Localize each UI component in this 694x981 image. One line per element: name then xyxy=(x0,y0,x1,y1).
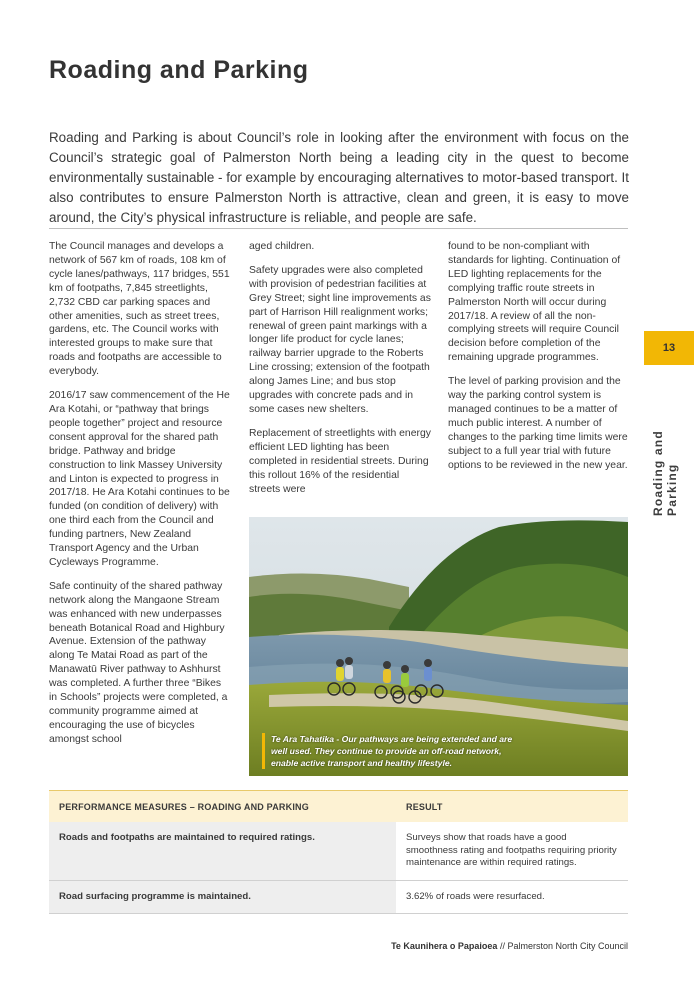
measure-column-header: PERFORMANCE MEASURES – ROADING AND PARKING xyxy=(49,791,396,823)
footer-org-english: Palmerston North City Council xyxy=(507,941,628,951)
body-paragraph: aged children. xyxy=(249,241,315,252)
intro-paragraph: Roading and Parking is about Council’s role in looking after the environment with focus on the Council’s strategic goal of Palmerston North being a leading city in the quest to become environmentally sustainable - for example by encouraging alternatives to motor-based transport. It also contributes to ensure Palmerston North is attractive, clean and green, it is easy to move around, the City’s physical infrastructure is reliable, and people are safe. xyxy=(49,130,629,225)
text-column-2 xyxy=(249,240,432,506)
result-cell: Surveys show that roads have a good smoothness rating and footpaths requiring priority maintenance are within required ratings. xyxy=(396,822,628,880)
table-row xyxy=(49,822,628,880)
text-column-1 xyxy=(49,240,232,757)
result-cell: 3.62% of roads were resurfaced. xyxy=(396,880,628,914)
measure-cell: Roads and footpaths are maintained to required ratings. xyxy=(49,822,396,880)
result-column-header: RESULT xyxy=(396,791,628,823)
page-number: 13 xyxy=(662,342,676,354)
page-footer xyxy=(391,941,628,951)
table-header-row xyxy=(49,791,628,823)
body-paragraph: Safety upgrades were also completed with provision of pedestrian facilities at Grey Street; sight line improvements as part of Harrison Hill realignment works; renewal of green paint markings with a longer life product for cycle lanes; railway barrier upgrade to the Roberts Line crossing; extension of the footpath along James Line; and bus stop upgrades with concrete pads and in some cases new shelters. xyxy=(249,264,431,415)
body-paragraph: Safe continuity of the shared pathway network along the Mangaone Stream was enhanced with new underpasses beneath Botanical Road and Highbury Avenue. Extension of the pathway along Te Matai Road as part of the Manawatū River pathway to Ashhurst was completed. A further three “Bikes in Schools” projects were completed, a community programme aimed at encouraging the use of bicycles amongst school xyxy=(49,580,228,745)
section-side-label: Roading and Parking xyxy=(651,430,679,516)
body-paragraph: found to be non-compliant with standards for lighting. Continuation of LED lighting replacements for the complying traffic route streets in Palmerston North will occur during 2017/18. A review of all the non-complying streets will require Council decision before completion of the remaining upgrade programmes. xyxy=(448,241,621,364)
page-number-tab xyxy=(644,331,694,365)
footer-org-maori: Te Kaunihera o Papaioea xyxy=(391,941,498,951)
body-paragraph: The Council manages and develops a network of 567 km of roads, 108 km of cycle lanes/pathways, 117 bridges, 551 km of footpaths, 7,845 streetlights, 2,732 CBD car parking spaces and other amenities, such as street trees, gardens, etc. The Council works with interested groups to make sure that roads and footpaths are accessible to everybody. xyxy=(49,241,230,378)
intro-divider xyxy=(49,228,628,229)
photo-caption: Te Ara Tahatika - Our pathways are being extended and are well used. They continue to provide an off-road network, enable active transport and healthy lifestyle. xyxy=(262,733,521,769)
measure-cell: Road surfacing programme is maintained. xyxy=(49,880,396,914)
text-column-3 xyxy=(448,240,631,483)
body-paragraph: 2016/17 saw commencement of the He Ara Kotahi, or “pathway that brings people together” project and resource consent approval for the shared path bridge. Pathway and bridge construction to link Massey University and Linton is expected to progress in 2017/18. He Ara Kotahi continues to be funded (on condition of delivery) with one third each from the Council and funding partners, New Zealand Transport Agency and the Urban Cycleways Programme. xyxy=(49,390,230,568)
body-paragraph: The level of parking provision and the way the parking control system is managed continues to be a matter of much public interest. A number of changes to the parking time limits were subject to a full year trial with future options to be reviewed in the new year. xyxy=(448,376,628,471)
footer-separator: // xyxy=(497,941,508,951)
table-row xyxy=(49,880,628,914)
performance-measures-table xyxy=(49,790,628,914)
page-title: Roading and Parking xyxy=(49,56,309,84)
body-paragraph: Replacement of streetlights with energy efficient LED lighting has been completed in residential streets. During this rollout 16% of the residential streets were xyxy=(249,427,431,495)
